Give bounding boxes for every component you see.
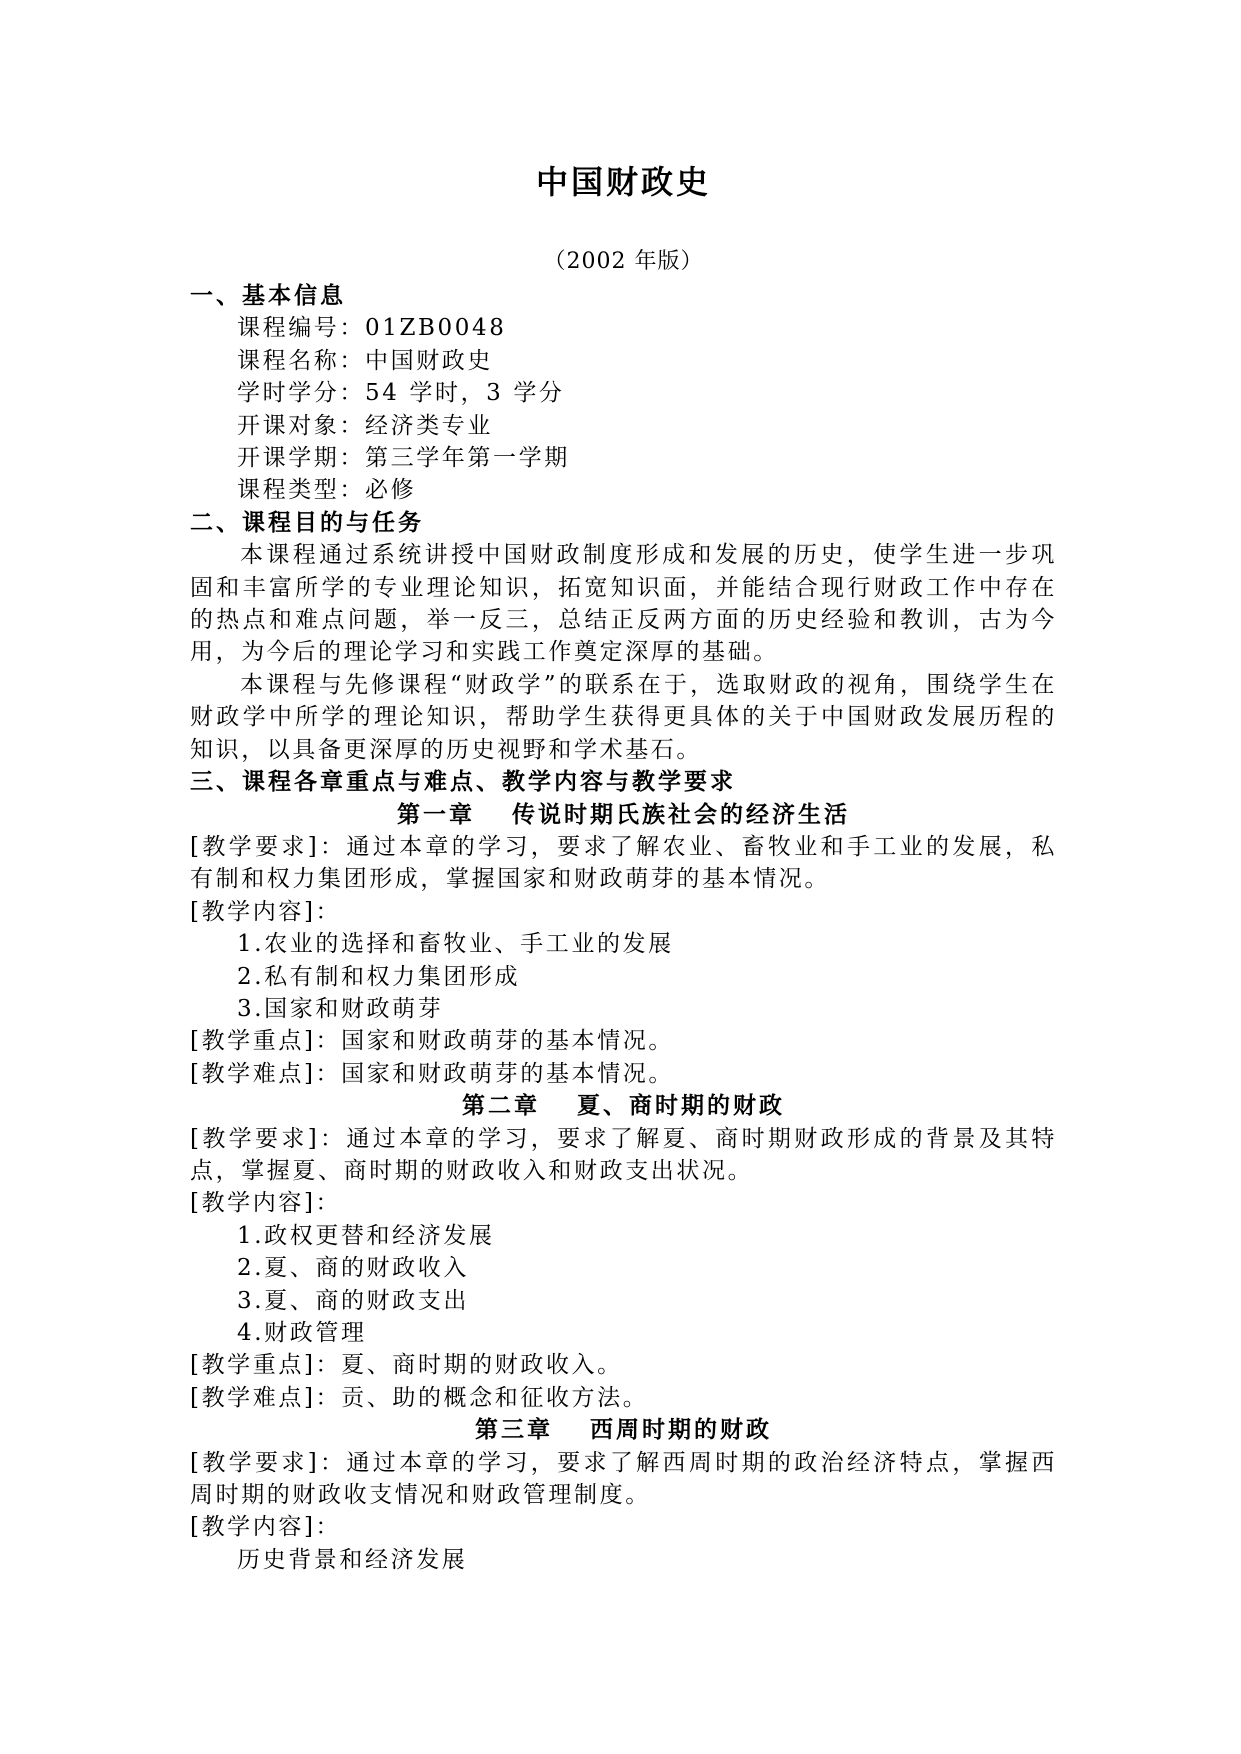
chapter-1-item: 2.私有制和权力集团形成 bbox=[237, 963, 521, 990]
chapter-1-item: 1.农业的选择和畜牧业、手工业的发展 bbox=[237, 931, 674, 958]
chapter-3-requirement: [教学要求]：通过本章的学习，要求了解西周时期的政治经济特点，掌握西周时期的财政收支情况和财政管理制度。 bbox=[190, 1449, 1057, 1509]
chapter-2-title: 第二章 夏、商时期的财政 bbox=[461, 1093, 785, 1120]
chapter-2-requirement: [教学要求]：通过本章的学习，要求了解夏、商时期财政形成的背景及其特点，掌握夏、商时期的财政收入和财政支出状况。 bbox=[190, 1125, 1057, 1184]
section3-heading: 三、课程各章重点与难点、教学内容与教学要求 bbox=[190, 769, 736, 796]
chapter-2-difficulties: [教学难点]：贡、助的概念和征收方法。 bbox=[190, 1384, 649, 1411]
chapter-2-item: 2.夏、商的财政收入 bbox=[237, 1255, 469, 1282]
chapter-2-item: 4.财政管理 bbox=[237, 1320, 367, 1346]
chapter-1-key-points: [教学重点]：国家和财政萌芽的基本情况。 bbox=[190, 1028, 674, 1055]
chapter-1-item: 3.国家和财政萌芽 bbox=[237, 995, 444, 1022]
course-semester: 开课学期：第三学年第一学期 bbox=[237, 445, 570, 472]
section1-heading: 一、基本信息 bbox=[190, 283, 346, 309]
chapter-3-content-label: [教学内容]： bbox=[190, 1514, 342, 1541]
hours-credits: 学时学分：54 学时，3 学分 bbox=[237, 380, 565, 407]
chapter-1-requirement: [教学要求]：通过本章的学习，要求了解农业、畜牧业和手工业的发展，私有制和权力集团形成，掌握国家和财政萌芽的基本情况。 bbox=[190, 833, 1057, 893]
chapter-2-item: 1.政权更替和经济发展 bbox=[237, 1222, 495, 1249]
course-code: 课程编号：01ZB0048 bbox=[237, 315, 507, 342]
section2-heading: 二、课程目的与任务 bbox=[190, 509, 424, 536]
course-audience: 开课对象：经济类专业 bbox=[237, 412, 493, 439]
chapter-1-content-label: [教学内容]： bbox=[190, 898, 342, 925]
chapter-1-difficulties: [教学难点]：国家和财政萌芽的基本情况。 bbox=[190, 1060, 674, 1087]
document-body bbox=[190, 280, 1057, 1576]
section2-paragraph-1: 本课程通过系统讲授中国财政制度形成和发展的历史，使学生进一步巩固和丰富所学的专业理论知识，拓宽知识面，并能结合现行财政工作中存在的热点和难点问题，举一反三，总结正反两方面的历史经验和教训，古为今用，为今后的理论学习和实践工作奠定深厚的基础。 bbox=[190, 542, 1057, 666]
course-name: 课程名称：中国财政史 bbox=[237, 347, 493, 374]
chapter-3-title: 第三章 西周时期的财政 bbox=[474, 1417, 772, 1444]
chapter-1-title: 第一章 传说时期氏族社会的经济生活 bbox=[396, 801, 850, 828]
course-type: 课程类型：必修 bbox=[237, 477, 417, 504]
document-version: （2002 年版） bbox=[543, 249, 704, 274]
chapter-2-content-label: [教学内容]： bbox=[190, 1190, 342, 1217]
chapter-2-key-points: [教学重点]：夏、商时期的财政收入。 bbox=[190, 1352, 623, 1379]
chapter-2-item: 3.夏、商的财政支出 bbox=[237, 1287, 469, 1314]
section2-paragraph-2: 本课程与先修课程“财政学”的联系在于，选取财政的视角，围绕学生在财政学中所学的理论知识，帮助学生获得更具体的关于中国财政发展历程的知识，以具备更深厚的历史视野和学术基石。 bbox=[190, 671, 1057, 763]
document-title: 中国财政史 bbox=[535, 163, 711, 201]
chapter-3-item: 历史背景和经济发展 bbox=[237, 1546, 468, 1573]
